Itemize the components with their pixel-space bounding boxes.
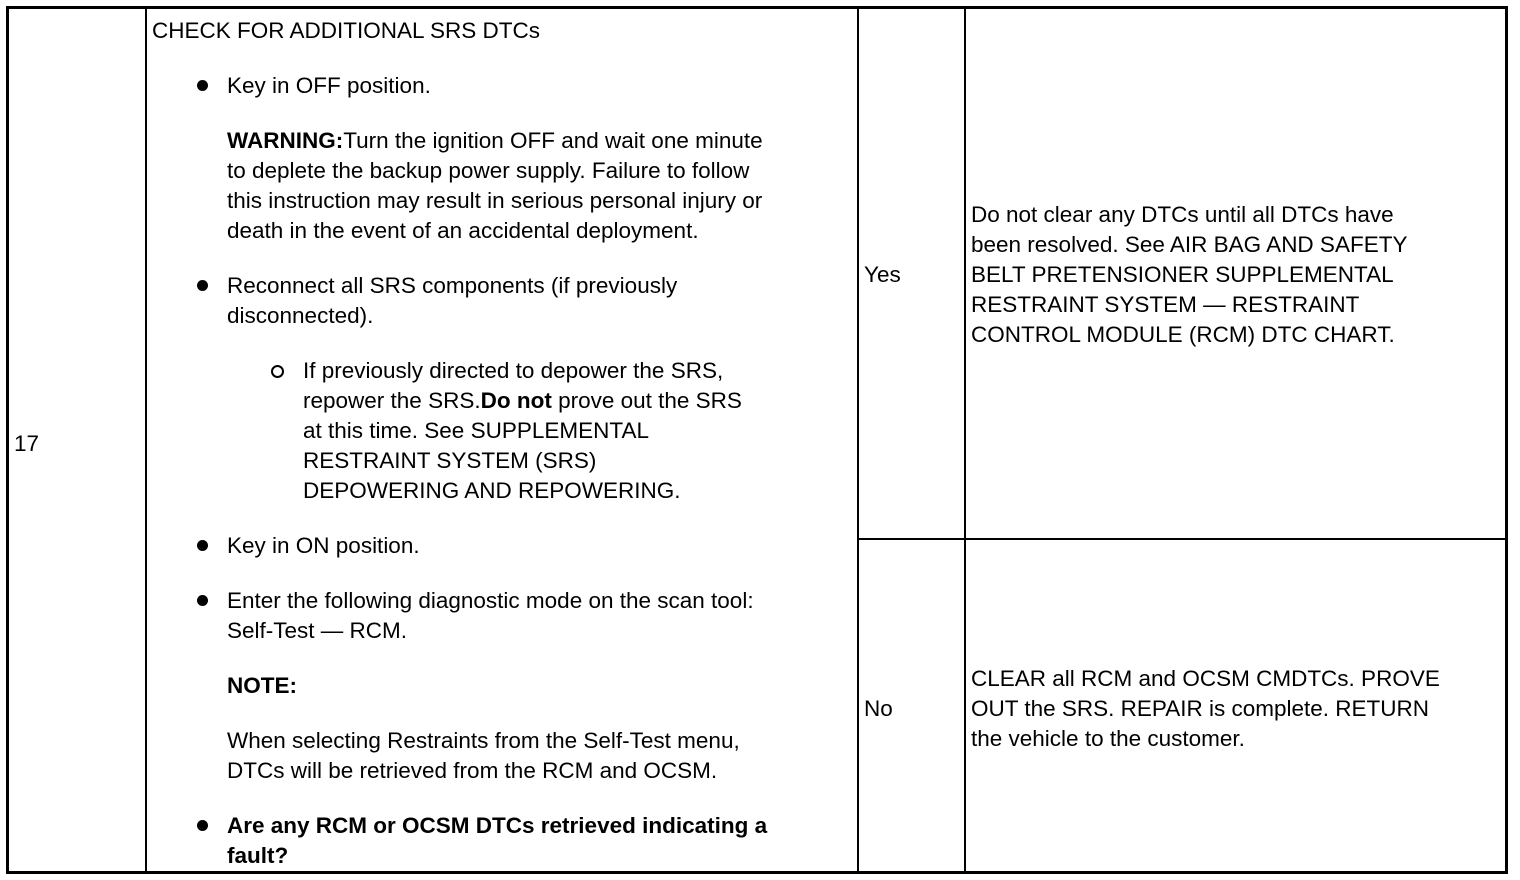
warning-text-1: Turn the ignition OFF and wait one minute: [343, 128, 763, 153]
column-divider-action: [857, 9, 859, 871]
bullet-icon: [197, 280, 208, 291]
instruction-enter-1: Enter the following diagnostic mode on the scan tool:: [227, 588, 754, 613]
sub-instruction-line-1: If previously directed to depower the SRS,: [303, 358, 724, 383]
question-line-1: Are any RCM or OCSM DTCs retrieved indicating a: [227, 813, 768, 838]
yes-result-line-4: RESTRAINT SYSTEM — RESTRAINT: [971, 292, 1360, 317]
warning-line-1: [227, 126, 763, 156]
yes-result-line-3: BELT PRETENSIONER SUPPLEMENTAL: [971, 262, 1394, 287]
sub-line2-bold: Do not: [480, 388, 552, 413]
sub-bullet-icon: [271, 365, 284, 378]
warning-label: WARNING:: [227, 128, 344, 153]
yes-label: Yes: [864, 262, 901, 287]
column-divider-step: [145, 9, 147, 871]
sub-instruction-line-4: RESTRAINT SYSTEM (SRS): [303, 448, 597, 473]
sub-instruction-line-5: DEPOWERING AND REPOWERING.: [303, 478, 681, 503]
sub-instruction-line-3: at this time. See SUPPLEMENTAL: [303, 418, 649, 443]
note-line-1: When selecting Restraints from the Self-Test menu,: [227, 728, 740, 753]
sub-instruction-line-2: [303, 386, 742, 416]
instruction-key-off: Key in OFF position.: [227, 73, 431, 98]
no-result-line-3: the vehicle to the customer.: [971, 726, 1245, 751]
no-result-line-1: CLEAR all RCM and OCSM CMDTCs. PROVE: [971, 666, 1440, 691]
yes-result-line-2: been resolved. See AIR BAG AND SAFETY: [971, 232, 1408, 257]
step-number: 17: [14, 431, 40, 456]
bullet-icon: [197, 820, 208, 831]
question-line-2: fault?: [227, 843, 289, 868]
bullet-icon: [197, 80, 208, 91]
warning-line-3: this instruction may result in serious personal injury or: [227, 188, 763, 213]
row-divider-yes-no: [857, 538, 1505, 540]
no-result-line-2: OUT the SRS. REPAIR is complete. RETURN: [971, 696, 1430, 721]
sub-line2-pre: repower the SRS.: [303, 388, 481, 413]
note-line-2: DTCs will be retrieved from the RCM and OCSM.: [227, 758, 718, 783]
instruction-reconnect-1: Reconnect all SRS components (if previously: [227, 273, 678, 298]
no-label: No: [864, 696, 893, 721]
note-label: NOTE:: [227, 673, 297, 698]
instruction-enter-2: Self-Test — RCM.: [227, 618, 408, 643]
step-title: CHECK FOR ADDITIONAL SRS DTCs: [152, 18, 540, 43]
column-divider-result: [964, 9, 966, 871]
warning-line-4: death in the event of an accidental deployment.: [227, 218, 699, 243]
yes-result-line-1: Do not clear any DTCs until all DTCs have: [971, 202, 1394, 227]
yes-result-line-5: CONTROL MODULE (RCM) DTC CHART.: [971, 322, 1395, 347]
bullet-icon: [197, 540, 208, 551]
instruction-key-on: Key in ON position.: [227, 533, 420, 558]
sub-line2-post: prove out the SRS: [551, 388, 742, 413]
instruction-reconnect-2: disconnected).: [227, 303, 374, 328]
bullet-icon: [197, 595, 208, 606]
warning-line-2: to deplete the backup power supply. Failure to follow: [227, 158, 750, 183]
diagnostic-step-table: [6, 6, 1508, 874]
